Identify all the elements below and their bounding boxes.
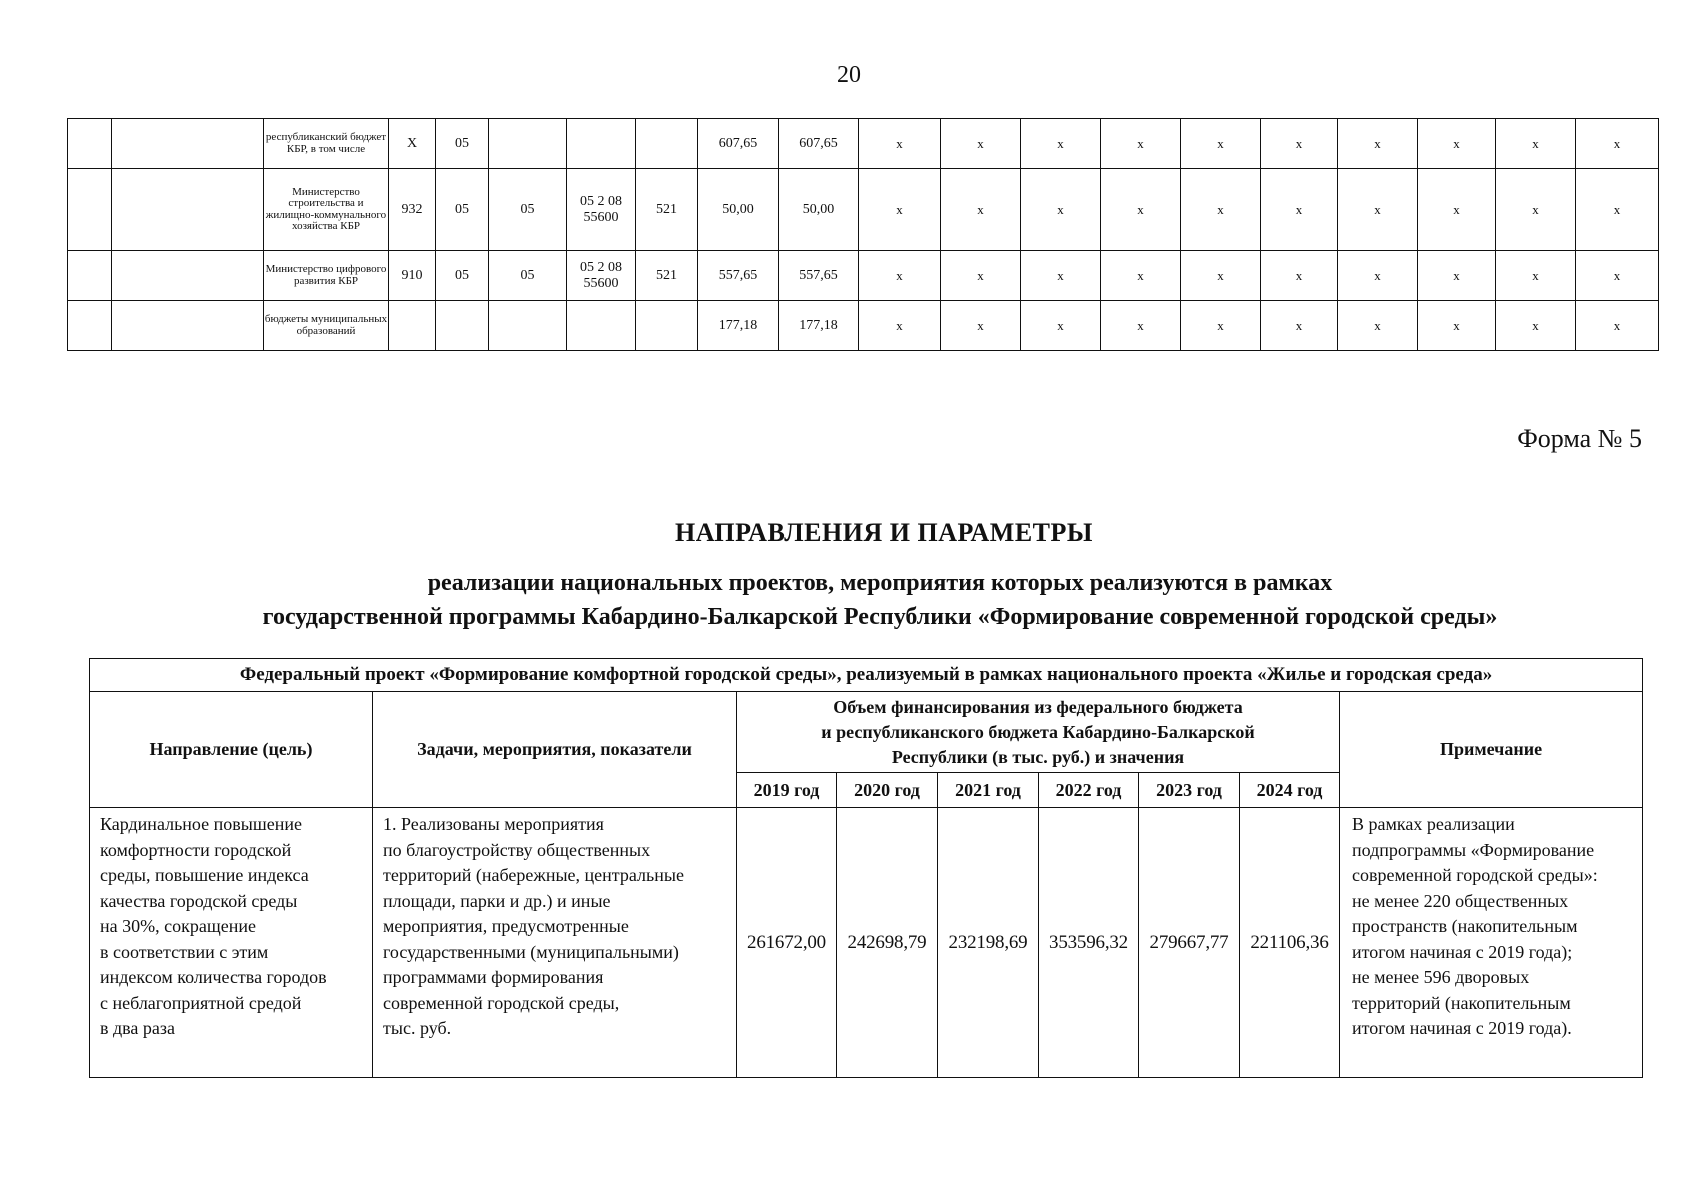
x-mark-cell: х <box>1338 301 1418 351</box>
csr-code-cell: 05 2 08 55600 <box>567 251 636 301</box>
x-mark-cell: х <box>941 251 1021 301</box>
funding-value-2019: 261672,00 <box>737 808 837 1078</box>
funding-header-line: Республики (в тыс. руб.) и значения <box>891 746 1185 767</box>
table-row <box>68 169 1659 251</box>
x-mark-cell: х <box>1418 251 1496 301</box>
note-cell <box>1340 808 1643 1078</box>
x-mark-cell: х <box>1418 119 1496 169</box>
x-mark-cell: х <box>1261 119 1338 169</box>
table-row <box>68 119 1659 169</box>
funding-value-2023: 279667,77 <box>1139 808 1240 1078</box>
funding-header-line: Объем финансирования из федерального бюджета <box>833 696 1243 717</box>
x-mark-cell: х <box>859 251 941 301</box>
rz-code-cell: 05 <box>436 119 489 169</box>
x-mark-cell: х <box>1021 251 1101 301</box>
pr-code-cell <box>489 301 567 351</box>
text-line: подпрограммы «Формирование <box>1352 839 1595 860</box>
x-mark-cell: х <box>1496 301 1576 351</box>
empty-cell <box>68 251 112 301</box>
funding-value-2022: 353596,32 <box>1039 808 1139 1078</box>
empty-cell <box>112 301 264 351</box>
x-mark-cell: х <box>941 169 1021 251</box>
funding-header-line: и республиканского бюджета Кабардино-Балкарской <box>821 721 1255 742</box>
x-mark-cell: х <box>1496 169 1576 251</box>
text-line: итогом начиная с 2019 года). <box>1352 1018 1572 1038</box>
text-line: территорий (набережные, центральные <box>383 865 684 885</box>
x-mark-cell: х <box>1101 301 1181 351</box>
form-label: Форма № 5 <box>1517 424 1642 453</box>
x-mark-cell: х <box>1101 169 1181 251</box>
year-header-2021: 2021 год <box>938 773 1039 808</box>
total-amount-cell: 557,65 <box>698 251 779 301</box>
x-mark-cell: х <box>1338 251 1418 301</box>
gr-code-cell <box>389 301 436 351</box>
text-line: Кардинальное повышение <box>100 814 302 834</box>
text-line: государственными (муниципальными) <box>383 941 679 962</box>
gr-code-cell: 910 <box>389 251 436 301</box>
amount-2019-cell: 177,18 <box>779 301 859 351</box>
amount-2019-cell: 607,65 <box>779 119 859 169</box>
x-mark-cell: х <box>1021 119 1101 169</box>
document-subtitle <box>140 566 1620 634</box>
funding-source-cell: республиканский бюджет КБР, в том числе <box>264 119 389 169</box>
funding-value-2024: 221106,36 <box>1240 808 1340 1078</box>
text-line: современной городской среды»: <box>1352 865 1598 885</box>
year-header-2024: 2024 год <box>1240 773 1340 808</box>
x-mark-cell: х <box>1181 251 1261 301</box>
text-line: в соответствии с этим <box>100 941 269 962</box>
rz-code-cell: 05 <box>436 251 489 301</box>
text-line: с неблагоприятной средой <box>100 992 302 1013</box>
csr-code-cell <box>567 119 636 169</box>
funding-source-cell: Министерство цифрового развития КБР <box>264 251 389 301</box>
funding-source-cell: бюджеты муниципальных образований <box>264 301 389 351</box>
x-mark-cell: х <box>1576 169 1659 251</box>
column-header-funding <box>737 692 1340 773</box>
empty-cell <box>112 251 264 301</box>
text-line: не менее 596 дворовых <box>1352 967 1530 987</box>
text-line: В рамках реализации <box>1352 814 1515 834</box>
x-mark-cell: х <box>859 301 941 351</box>
text-line: 1. Реализованы мероприятия <box>383 814 604 834</box>
column-header-direction: Направление (цель) <box>90 692 373 808</box>
year-header-2023: 2023 год <box>1139 773 1240 808</box>
x-mark-cell: х <box>1181 119 1261 169</box>
text-line: программами формирования <box>383 967 604 987</box>
text-line: комфортности городской <box>100 839 292 860</box>
subtitle-line: государственной программы Кабардино-Балкарской Республики «Формирование современной городской среды» <box>262 604 1498 630</box>
gr-code-cell: Х <box>389 119 436 169</box>
text-line: не менее 220 общественных <box>1352 890 1569 911</box>
funding-value-2021: 232198,69 <box>938 808 1039 1078</box>
table-row <box>68 251 1659 301</box>
x-mark-cell: х <box>1101 251 1181 301</box>
text-line: среды, повышение индекса <box>100 865 309 885</box>
subtitle-line: реализации национальных проектов, мероприятия которых реализуются в рамках <box>427 570 1333 596</box>
text-line: современной городской среды, <box>383 992 620 1013</box>
total-amount-cell: 607,65 <box>698 119 779 169</box>
vr-code-cell: 521 <box>636 169 698 251</box>
x-mark-cell: х <box>1021 169 1101 251</box>
x-mark-cell: х <box>1338 169 1418 251</box>
total-amount-cell: 50,00 <box>698 169 779 251</box>
x-mark-cell: х <box>941 119 1021 169</box>
year-header-2019: 2019 год <box>737 773 837 808</box>
pr-code-cell: 05 <box>489 251 567 301</box>
gr-code-cell: 932 <box>389 169 436 251</box>
text-line: индексом количества городов <box>100 967 327 987</box>
x-mark-cell: х <box>1261 251 1338 301</box>
x-mark-cell: х <box>1181 301 1261 351</box>
text-line: пространств (накопительным <box>1352 916 1578 936</box>
amount-2019-cell: 50,00 <box>779 169 859 251</box>
vr-code-cell <box>636 119 698 169</box>
x-mark-cell: х <box>1181 169 1261 251</box>
column-header-note: Примечание <box>1340 692 1643 808</box>
x-mark-cell: х <box>1261 301 1338 351</box>
empty-cell <box>112 169 264 251</box>
x-mark-cell: х <box>1021 301 1101 351</box>
funding-value-2020: 242698,79 <box>837 808 938 1078</box>
amount-2019-cell: 557,65 <box>779 251 859 301</box>
direction-cell <box>90 808 373 1078</box>
x-mark-cell: х <box>1101 119 1181 169</box>
x-mark-cell: х <box>859 169 941 251</box>
text-line: мероприятия, предусмотренные <box>383 916 629 936</box>
x-mark-cell: х <box>1338 119 1418 169</box>
text-line: территорий (накопительным <box>1352 992 1571 1013</box>
year-header-2022: 2022 год <box>1039 773 1139 808</box>
x-mark-cell: х <box>1576 119 1659 169</box>
table-row <box>68 301 1659 351</box>
x-mark-cell: х <box>941 301 1021 351</box>
empty-cell <box>112 119 264 169</box>
x-mark-cell: х <box>859 119 941 169</box>
vr-code-cell <box>636 301 698 351</box>
x-mark-cell: х <box>1496 251 1576 301</box>
text-line: по благоустройству общественных <box>383 839 651 860</box>
text-line: площади, парки и др.) и иные <box>383 890 611 911</box>
x-mark-cell: х <box>1261 169 1338 251</box>
rz-code-cell: 05 <box>436 169 489 251</box>
total-amount-cell: 177,18 <box>698 301 779 351</box>
x-mark-cell: х <box>1576 301 1659 351</box>
empty-cell <box>68 301 112 351</box>
empty-cell <box>68 169 112 251</box>
text-line: качества городской среды <box>100 890 298 911</box>
funding-source-cell: Министерство строительства и жилищно-коммунального хозяйства КБР <box>264 169 389 251</box>
vr-code-cell: 521 <box>636 251 698 301</box>
pr-code-cell <box>489 119 567 169</box>
x-mark-cell: х <box>1418 301 1496 351</box>
text-line: на 30%, сокращение <box>100 916 256 936</box>
text-line: тыс. руб. <box>383 1018 452 1038</box>
csr-code-cell: 05 2 08 55600 <box>567 169 636 251</box>
column-header-tasks: Задачи, мероприятия, показатели <box>373 692 737 808</box>
text-line: в два раза <box>100 1018 175 1038</box>
text-line: итогом начиная с 2019 года); <box>1352 941 1573 962</box>
x-mark-cell: х <box>1576 251 1659 301</box>
document-title: НАПРАВЛЕНИЯ И ПАРАМЕТРЫ <box>675 518 1093 547</box>
x-mark-cell: х <box>1418 169 1496 251</box>
rz-code-cell <box>436 301 489 351</box>
empty-cell <box>68 119 112 169</box>
tasks-cell <box>373 808 737 1078</box>
x-mark-cell: х <box>1496 119 1576 169</box>
federal-project-header: Федеральный проект «Формирование комфортной городской среды», реализуемый в рамках национального проекта «Жилье и городская среда» <box>90 659 1643 692</box>
pr-code-cell: 05 <box>489 169 567 251</box>
national-project-table <box>89 658 1643 1078</box>
page-number: 20 <box>837 62 861 88</box>
year-header-2020: 2020 год <box>837 773 938 808</box>
budget-continuation-table <box>67 118 1659 351</box>
csr-code-cell <box>567 301 636 351</box>
